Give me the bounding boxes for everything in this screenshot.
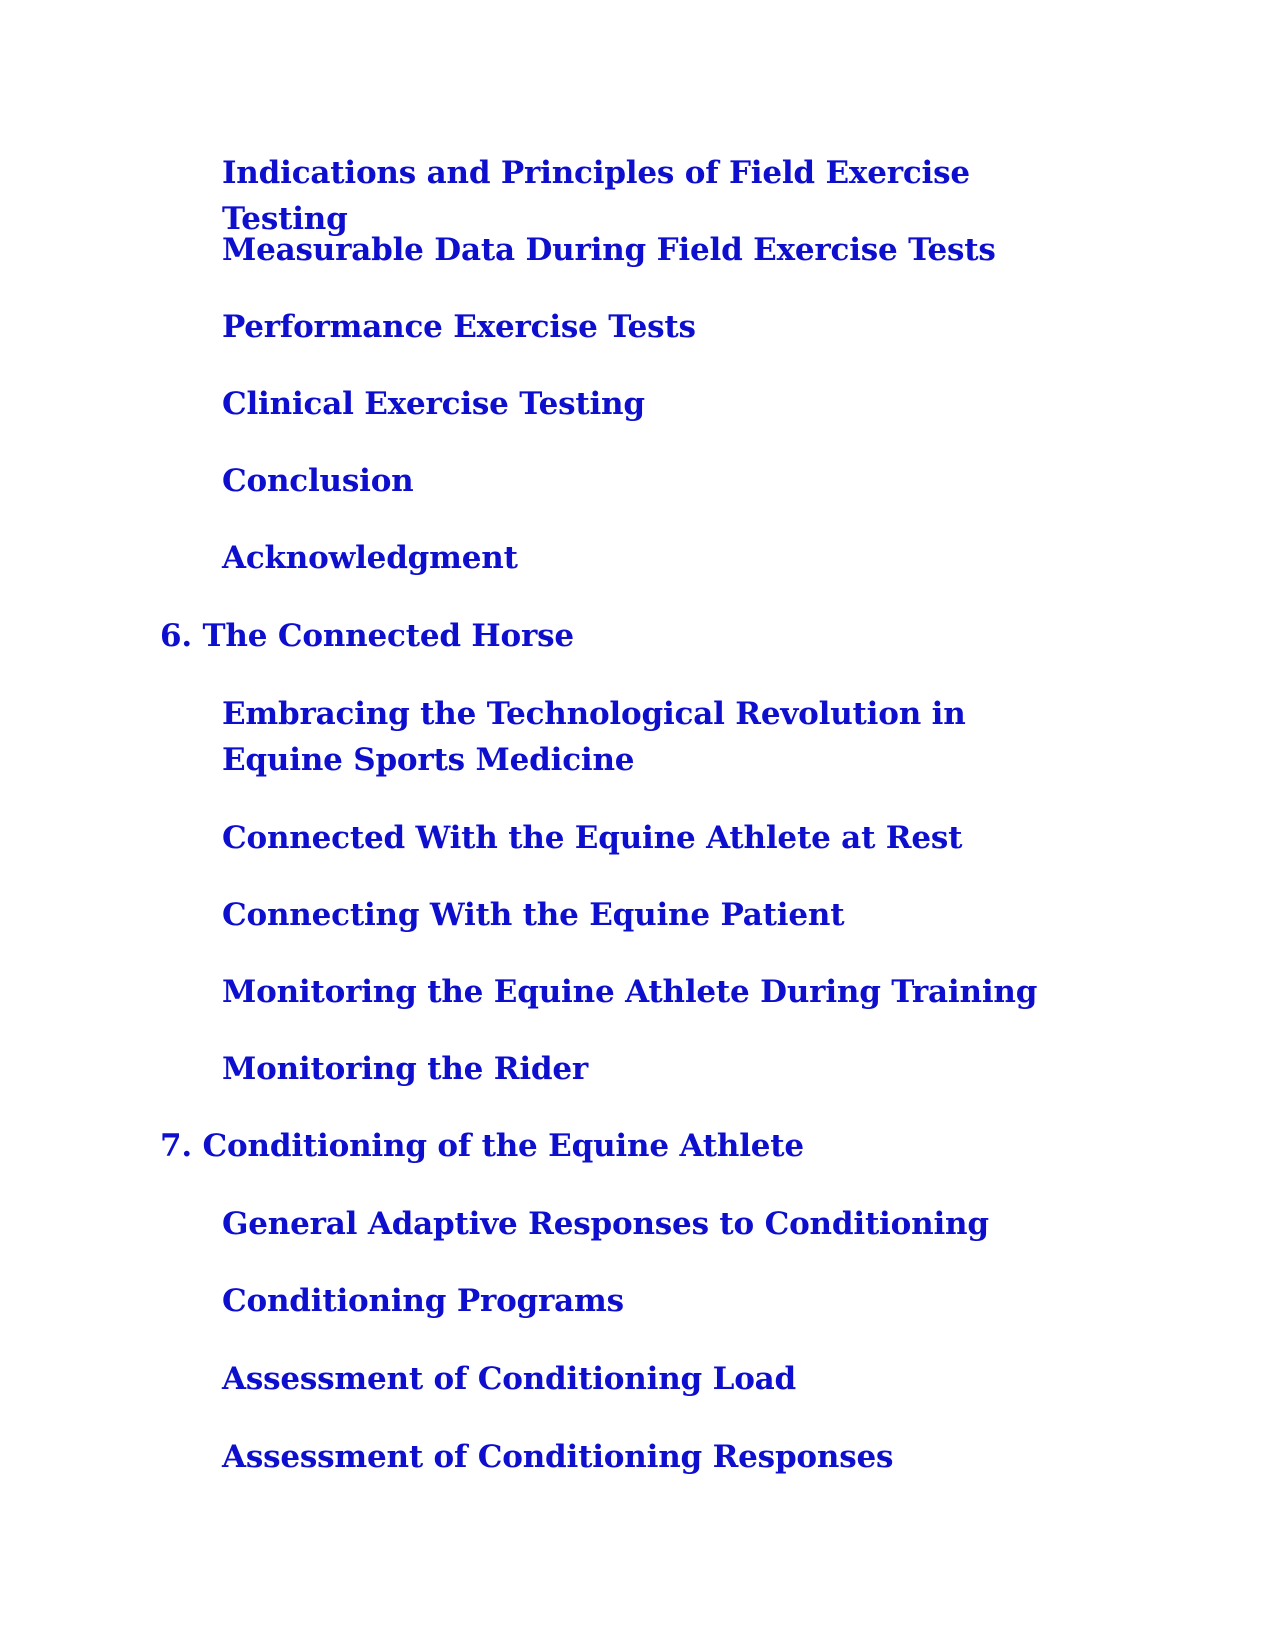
toc-link-conditioning-responses[interactable]: Assessment of Conditioning Responses (222, 1439, 894, 1475)
toc-link-equine-patient[interactable]: Connecting With the Equine Patient (222, 897, 845, 933)
toc-link-adaptive-responses[interactable]: General Adaptive Responses to Conditioning (222, 1206, 989, 1242)
toc-chapter-6-link[interactable]: 6. The Connected Horse (160, 618, 574, 654)
toc-link-field-exercise-testing[interactable]: Indications and Principles of Field Exercise Testing (222, 155, 970, 237)
toc-link-conditioning-load[interactable]: Assessment of Conditioning Load (222, 1361, 797, 1397)
toc-link-acknowledgment[interactable]: Acknowledgment (222, 540, 518, 576)
toc-link-technological-revolution[interactable]: Embracing the Technological Revolution in Equine Sports Medicine (222, 696, 966, 778)
toc-link-conclusion[interactable]: Conclusion (222, 463, 414, 499)
toc-link-clinical-exercise-testing[interactable]: Clinical Exercise Testing (222, 386, 645, 422)
toc-link-measurable-data[interactable]: Measurable Data During Field Exercise Tests (222, 232, 996, 268)
toc-chapter-7-link[interactable]: 7. Conditioning of the Equine Athlete (160, 1128, 804, 1164)
toc-link-monitoring-during-training[interactable]: Monitoring the Equine Athlete During Training (222, 974, 1038, 1010)
toc-link-performance-exercise-tests[interactable]: Performance Exercise Tests (222, 309, 696, 345)
toc-link-athlete-at-rest[interactable]: Connected With the Equine Athlete at Rest (222, 820, 963, 856)
toc-link-conditioning-programs[interactable]: Conditioning Programs (222, 1283, 624, 1319)
toc-link-monitoring-rider[interactable]: Monitoring the Rider (222, 1051, 589, 1087)
